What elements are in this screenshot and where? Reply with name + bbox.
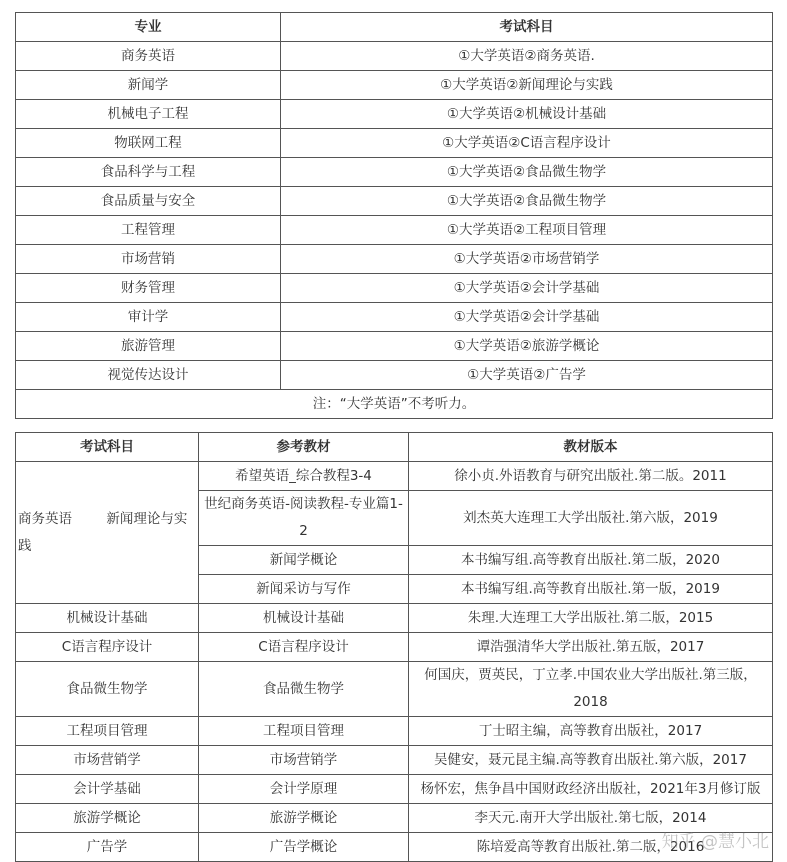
textbook-cell: 会计学原理 — [199, 775, 409, 804]
textbook-cell: 希望英语_综合教程3-4 — [199, 462, 409, 491]
textbook-cell: 新闻采访与写作 — [199, 575, 409, 604]
subject-cell: 市场营销学 — [16, 746, 199, 775]
table-row — [16, 332, 773, 361]
table-row — [16, 216, 773, 245]
table-header-row — [16, 433, 773, 462]
major-cell: 机械电子工程 — [16, 100, 281, 129]
edition-cell: 朱理.大连理工大学出版社.第二版，2015 — [409, 604, 773, 633]
major-cell: 审计学 — [16, 303, 281, 332]
major-cell: 视觉传达设计 — [16, 361, 281, 390]
table-row — [16, 833, 773, 862]
textbook-cell: 旅游学概论 — [199, 804, 409, 833]
edition-cell: 谭浩强清华大学出版社.第五版，2017 — [409, 633, 773, 662]
table-row — [16, 158, 773, 187]
header-major: 专业 — [16, 13, 281, 42]
subjects-cell: ①大学英语②会计学基础 — [281, 303, 773, 332]
table-row — [16, 100, 773, 129]
header-textbook: 参考教材 — [199, 433, 409, 462]
header-subjects: 考试科目 — [281, 13, 773, 42]
edition-cell: 何国庆，贾英民，丁立孝.中国农业大学出版社.第三版，2018 — [409, 662, 773, 717]
subjects-cell: ①大学英语②商务英语. — [281, 42, 773, 71]
subject-cell: 广告学 — [16, 833, 199, 862]
textbook-table — [15, 432, 773, 862]
table-row — [16, 303, 773, 332]
textbook-cell: 食品微生物学 — [199, 662, 409, 717]
major-cell: 工程管理 — [16, 216, 281, 245]
note-row — [16, 390, 773, 419]
textbook-cell: 工程项目管理 — [199, 717, 409, 746]
table-row — [16, 129, 773, 158]
subject-cell: C语言程序设计 — [16, 633, 199, 662]
table-row — [16, 462, 773, 491]
textbook-cell: C语言程序设计 — [199, 633, 409, 662]
edition-cell: 李天元.南开大学出版社.第七版，2014 — [409, 804, 773, 833]
subjects-cell: ①大学英语②食品微生物学 — [281, 158, 773, 187]
subject-cell: 食品微生物学 — [16, 662, 199, 717]
table-row — [16, 361, 773, 390]
table-row — [16, 662, 773, 717]
textbook-cell: 新闻学概论 — [199, 546, 409, 575]
subjects-cell: ①大学英语②旅游学概论 — [281, 332, 773, 361]
table-row — [16, 717, 773, 746]
major-cell: 食品质量与安全 — [16, 187, 281, 216]
major-cell: 商务英语 — [16, 42, 281, 71]
major-cell: 财务管理 — [16, 274, 281, 303]
table-row — [16, 71, 773, 100]
subjects-cell: ①大学英语②新闻理论与实践 — [281, 71, 773, 100]
table-row — [16, 775, 773, 804]
header-edition: 教材版本 — [409, 433, 773, 462]
subjects-cell: ①大学英语②广告学 — [281, 361, 773, 390]
major-cell: 市场营销 — [16, 245, 281, 274]
edition-cell: 本书编写组.高等教育出版社.第二版，2020 — [409, 546, 773, 575]
subjects-cell: ①大学英语②C语言程序设计 — [281, 129, 773, 158]
table-row — [16, 42, 773, 71]
edition-cell: 徐小贞.外语教育与研究出版社.第二版。2011 — [409, 462, 773, 491]
edition-cell: 本书编写组.高等教育出版社.第一版，2019 — [409, 575, 773, 604]
edition-cell: 刘杰英大连理工大学出版社.第六版，2019 — [409, 491, 773, 546]
table-row — [16, 633, 773, 662]
subjects-cell: ①大学英语②机械设计基础 — [281, 100, 773, 129]
edition-cell: 杨怀宏，焦争昌中国财政经济出版社，2021年3月修订版 — [409, 775, 773, 804]
edition-cell: 丁士昭主编，高等教育出版社，2017 — [409, 717, 773, 746]
header-subject: 考试科目 — [16, 433, 199, 462]
table-row — [16, 245, 773, 274]
watermark: 知乎 @慧小北 — [661, 832, 769, 852]
edition-cell: 陈培爱高等教育出版社.第二版，2016 — [409, 833, 773, 862]
major-cell: 食品科学与工程 — [16, 158, 281, 187]
textbook-cell: 市场营销学 — [199, 746, 409, 775]
major-cell: 旅游管理 — [16, 332, 281, 361]
table-row — [16, 187, 773, 216]
major-cell: 新闻学 — [16, 71, 281, 100]
table-header-row — [16, 13, 773, 42]
subjects-cell: ①大学英语②工程项目管理 — [281, 216, 773, 245]
subject-cell: 工程项目管理 — [16, 717, 199, 746]
table-row — [16, 746, 773, 775]
table-row — [16, 604, 773, 633]
subject-cell: 机械设计基础 — [16, 604, 199, 633]
subjects-cell: ①大学英语②会计学基础 — [281, 274, 773, 303]
subjects-cell: ①大学英语②食品微生物学 — [281, 187, 773, 216]
edition-cell: 吴健安，聂元昆主编.高等教育出版社.第六版，2017 — [409, 746, 773, 775]
major-cell: 物联网工程 — [16, 129, 281, 158]
subject-cell: 旅游学概论 — [16, 804, 199, 833]
textbook-cell: 广告学概论 — [199, 833, 409, 862]
table-row — [16, 804, 773, 833]
subject-cell: 会计学基础 — [16, 775, 199, 804]
subject-cell: 商务英语 新闻理论与实践 — [16, 462, 199, 604]
subjects-cell: ①大学英语②市场营销学 — [281, 245, 773, 274]
note-cell: 注：“大学英语”不考听力。 — [16, 390, 773, 419]
table-row — [16, 274, 773, 303]
textbook-cell: 世纪商务英语-阅读教程-专业篇1-2 — [199, 491, 409, 546]
textbook-cell: 机械设计基础 — [199, 604, 409, 633]
major-subject-table — [15, 12, 773, 419]
